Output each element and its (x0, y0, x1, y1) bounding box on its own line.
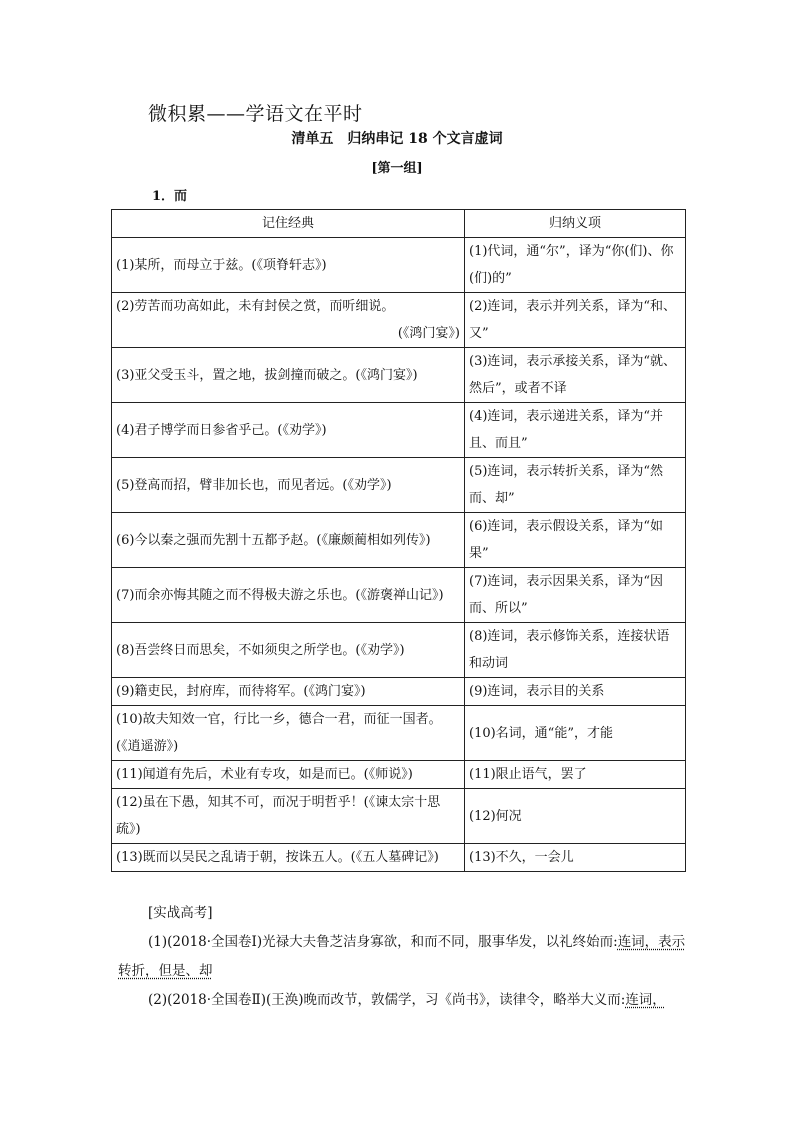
example-text: (13)既而以吴民之乱请于朝，按诛五人。(《五人墓碑记》) (116, 850, 439, 865)
example-cell (112, 238, 465, 293)
meaning-cell: (3)连词，表示承接关系，译为“就、然后”，或者不译 (465, 348, 686, 403)
meaning-cell: (5)连词，表示转折关系，译为“然而、却” (465, 458, 686, 513)
table-row (112, 623, 686, 678)
example-cell (112, 293, 465, 348)
table-row (112, 348, 686, 403)
example-source: (《鸿门宴》) (397, 326, 460, 341)
table-row (112, 568, 686, 623)
example-cell (112, 844, 465, 872)
table-row (112, 513, 686, 568)
example-cell (112, 568, 465, 623)
group-label: [第一组] (371, 161, 423, 176)
meaning-cell: (1)代词，通“尔”，译为“你(们)、你(们)的” (465, 238, 686, 293)
column-header-examples: 记住经典 (112, 210, 465, 238)
example-cell (112, 706, 465, 761)
example-text: (4)君子博学而日参省乎己。(《劝学》) (116, 422, 327, 438)
example-text: (1)某所，而母立于兹。(《项脊轩志》) (116, 257, 327, 273)
example-cell (112, 678, 465, 706)
practice-answer: 连词，表示转折，但是、却 (118, 934, 686, 979)
example-cell (112, 789, 465, 844)
table-row (112, 238, 686, 293)
table-row (112, 678, 686, 706)
table-row (112, 293, 686, 348)
page-title: 微积累——学语文在平时 (148, 103, 363, 125)
example-text: (9)籍吏民，封府库，而待将军。(《鸿门宴》) (116, 684, 366, 699)
example-cell (112, 513, 465, 568)
meaning-cell: (4)连词，表示递进关系，译为“并且、而且” (465, 403, 686, 458)
example-text: (2)劳苦而功高如此，未有封侯之赏，而听细说。 (116, 299, 395, 314)
table-row (112, 761, 686, 789)
meaning-cell: (2)连词，表示并列关系，译为“和、又” (465, 293, 686, 348)
meaning-cell: (11)限止语气，罢了 (465, 761, 686, 789)
table-row (112, 706, 686, 761)
table-row (112, 458, 686, 513)
example-text: (7)而余亦悔其随之而不得极夫游之乐也。(《游褒禅山记》) (116, 587, 444, 603)
practice-answer: 连词， (625, 992, 666, 1008)
practice-item (118, 986, 688, 1015)
example-text: (8)吾尝终日而思矣，不如须臾之所学也。(《劝学》) (116, 642, 405, 658)
section-subtitle: 清单五 归纳串记 18 个文言虚词 (291, 131, 503, 147)
meaning-cell: (8)连词，表示修饰关系，连接状语和动词 (465, 623, 686, 678)
example-cell (112, 761, 465, 789)
table-row (112, 844, 686, 872)
example-cell (112, 623, 465, 678)
practice-item (118, 928, 688, 986)
example-cell (112, 403, 465, 458)
item-label: 1．而 (152, 189, 188, 204)
practice-section (118, 899, 688, 1015)
example-text: (6)今以秦之强而先割十五都予赵。(《廉颇蔺相如列传》) (116, 532, 431, 548)
meaning-cell: (10)名词，通“能”，才能 (465, 706, 686, 761)
practice-question: (1)(2018·全国卷Ⅰ)光禄大夫鲁芝洁身寡欲，和而不同，服事华发，以礼终始而: (148, 934, 618, 950)
example-text: (3)亚父受玉斗，置之地，拔剑撞而破之。(《鸿门宴》) (116, 367, 418, 383)
table-row (112, 789, 686, 844)
vocabulary-table (111, 209, 686, 872)
example-text: (12)虽在下愚，知其不可，而况于明哲乎！(《谏太宗十思疏》) (116, 795, 441, 837)
practice-heading: [实战高考] (148, 905, 213, 921)
example-cell (112, 458, 465, 513)
meaning-cell: (12)何况 (465, 789, 686, 844)
example-cell (112, 348, 465, 403)
example-text: (5)登高而招，臂非加长也，而见者远。(《劝学》) (116, 477, 392, 493)
example-text: (11)闻道有先后，术业有专攻，如是而已。(《师说》) (116, 767, 413, 782)
table-row (112, 403, 686, 458)
column-header-meanings: 归纳义项 (465, 210, 686, 238)
table-header-row (112, 210, 686, 238)
meaning-cell: (13)不久，一会儿 (465, 844, 686, 872)
meaning-cell: (9)连词，表示目的关系 (465, 678, 686, 706)
practice-question: (2)(2018·全国卷Ⅱ)(王涣)晚而改节，敦儒学，习《尚书》，读律令，略举大义而: (148, 992, 626, 1008)
meaning-cell: (7)连词，表示因果关系，译为“因而、所以” (465, 568, 686, 623)
example-text: (10)故夫知效一官，行比一乡，德合一君，而征一国者。(《逍遥游》) (116, 712, 442, 754)
meaning-cell: (6)连词，表示假设关系，译为“如果” (465, 513, 686, 568)
